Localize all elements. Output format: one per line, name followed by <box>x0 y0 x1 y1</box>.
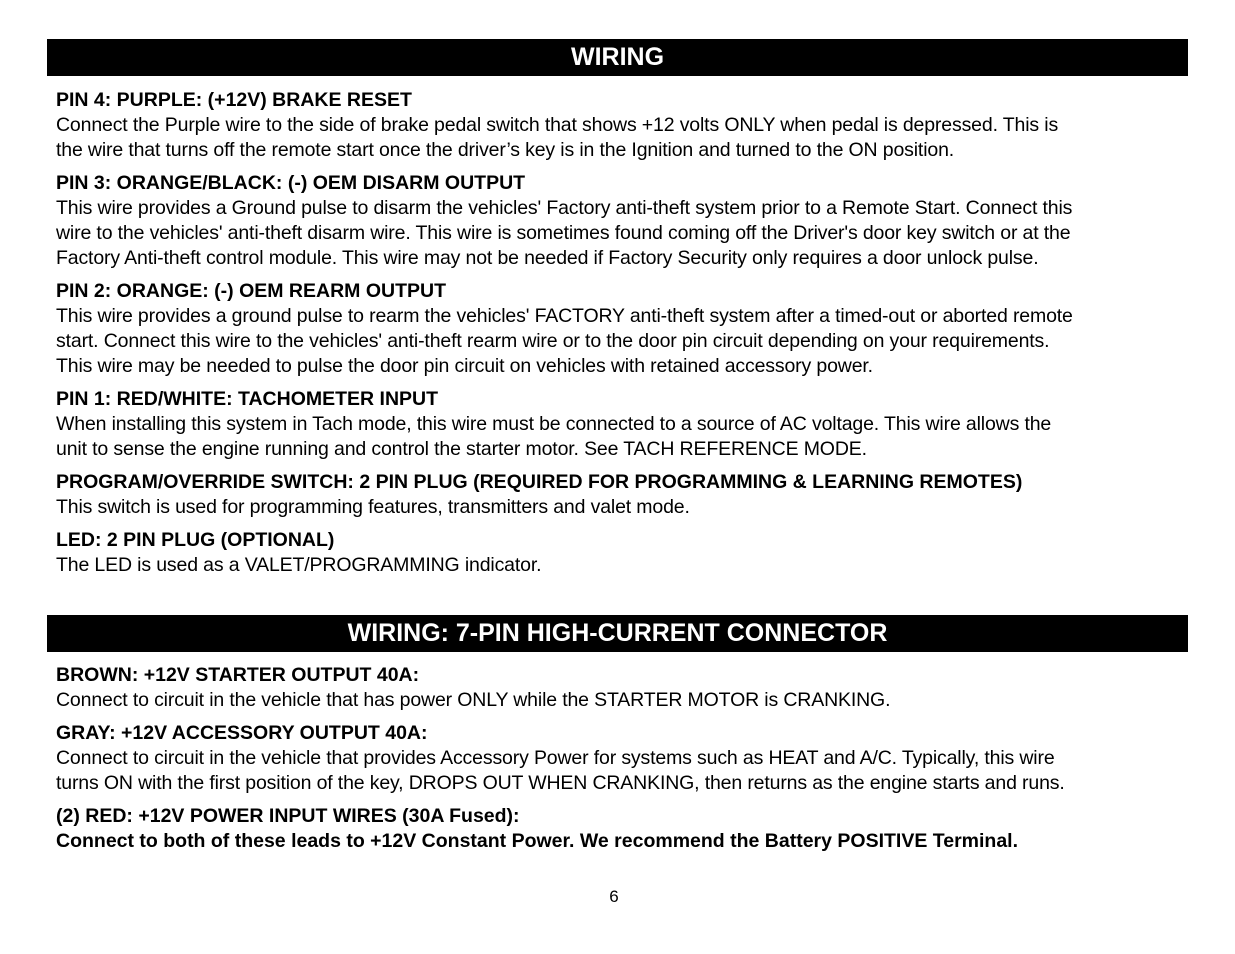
led-item <box>56 528 1186 578</box>
pin2-line-2: start. Connect this wire to the vehicles' anti-theft rearm wire or to the door pin circuit depending on your requirements. <box>56 330 1050 352</box>
pin2-line-1: This wire provides a ground pulse to rearm the vehicles' FACTORY anti-theft system after a timed-out or aborted remote <box>56 305 1073 327</box>
pin2-heading: PIN 2: ORANGE: (-) OEM REARM OUTPUT <box>56 280 446 302</box>
pin3-line-1: This wire provides a Ground pulse to disarm the vehicles' Factory anti-theft system prior to a Remote Start. Connect this <box>56 197 1073 219</box>
pin4-item <box>56 88 1186 163</box>
gray-line-1: Connect to circuit in the vehicle that provides Accessory Power for systems such as HEAT and A/C. Typically, this wire <box>56 747 1055 769</box>
gray-heading: GRAY: +12V ACCESSORY OUTPUT 40A: <box>56 722 428 744</box>
red-item <box>56 804 1186 854</box>
program-switch-item <box>56 470 1186 520</box>
pin2-item <box>56 279 1186 379</box>
led-line-1: The LED is used as a VALET/PROGRAMMING indicator. <box>56 554 542 576</box>
pin4-heading: PIN 4: PURPLE: (+12V) BRAKE RESET <box>56 89 412 111</box>
brown-heading: BROWN: +12V STARTER OUTPUT 40A: <box>56 664 420 686</box>
gray-item <box>56 721 1186 796</box>
pin4-line-1: Connect the Purple wire to the side of brake pedal switch that shows +12 volts ONLY when pedal is depressed. This is <box>56 114 1059 136</box>
connector-section <box>56 663 1186 862</box>
pin1-line-1: When installing this system in Tach mode, this wire must be connected to a source of AC voltage. This wire allows the <box>56 413 1052 435</box>
program-switch-heading: PROGRAM/OVERRIDE SWITCH: 2 PIN PLUG (REQUIRED FOR PROGRAMMING & LEARNING REMOTES) <box>56 471 1023 493</box>
gray-line-2: turns ON with the first position of the key, DROPS OUT WHEN CRANKING, then returns as the engine starts and runs. <box>56 772 1065 794</box>
led-heading: LED: 2 PIN PLUG (OPTIONAL) <box>56 529 335 551</box>
program-switch-line-1: This switch is used for programming features, transmitters and valet mode. <box>56 496 690 518</box>
pin3-item <box>56 171 1186 271</box>
brown-item <box>56 663 1186 713</box>
high-current-banner: WIRING: 7-PIN HIGH-CURRENT CONNECTOR <box>47 615 1188 652</box>
wiring-banner: WIRING <box>47 39 1188 76</box>
page-number: 6 <box>609 887 619 906</box>
pin3-line-2: wire to the vehicles' anti-theft disarm wire. This wire is sometimes found coming off the Driver's door key switch or at the <box>56 222 1071 244</box>
pin3-heading: PIN 3: ORANGE/BLACK: (-) OEM DISARM OUTPUT <box>56 172 526 194</box>
pin1-heading: PIN 1: RED/WHITE: TACHOMETER INPUT <box>56 388 439 410</box>
red-heading: (2) RED: +12V POWER INPUT WIRES (30A Fused): <box>56 805 520 827</box>
pin3-line-3: Factory Anti-theft control module. This wire may not be needed if Factory Security only requires a door unlock pulse. <box>56 247 1039 269</box>
red-line-1: Connect to both of these leads to +12V Constant Power. We recommend the Battery POSITIVE Terminal. <box>56 830 1019 852</box>
wiring-section <box>56 88 1186 586</box>
pin2-line-3: This wire may be needed to pulse the door pin circuit on vehicles with retained accessory power. <box>56 355 873 377</box>
brown-line-1: Connect to circuit in the vehicle that has power ONLY while the STARTER MOTOR is CRANKING. <box>56 689 891 711</box>
pin4-line-2: the wire that turns off the remote start once the driver’s key is in the Ignition and turned to the ON position. <box>56 139 955 161</box>
pin1-item <box>56 387 1186 462</box>
pin1-line-2: unit to sense the engine running and control the starter motor. See TACH REFERENCE MODE. <box>56 438 867 460</box>
